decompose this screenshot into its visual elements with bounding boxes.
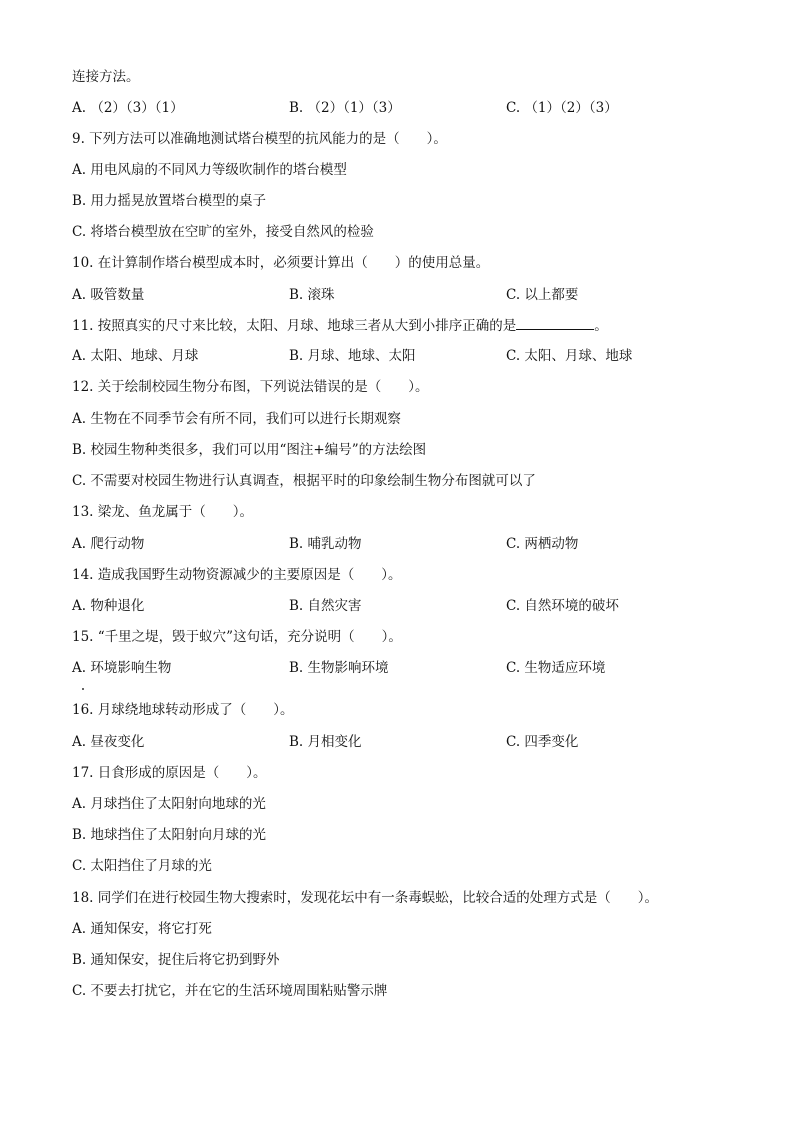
q9-option-c: C. 将塔台模型放在空旷的室外，接受自然风的检验: [72, 224, 374, 240]
q16-stem: 16. 月球绕地球转动形成了（ ）。: [72, 702, 294, 718]
q13-option-b: B. 哺乳动物: [289, 536, 362, 552]
q10-option-c: C. 以上都要: [506, 287, 579, 303]
q10-stem: 10. 在计算制作塔台模型成本时，必须要计算出（ ）的使用总量。: [72, 255, 490, 271]
stray-mark: [82, 688, 84, 690]
q12-option-b: B. 校园生物种类很多，我们可以用“图注+编号”的方法绘图: [72, 442, 427, 458]
q14-option-a: A. 物种退化: [72, 598, 145, 614]
previous-question-tail: 连接方法。: [72, 69, 140, 85]
q9-option-a: A. 用电风扇的不同风力等级吹制作的塔台模型: [72, 162, 347, 178]
q11-stem-end: 。: [594, 318, 608, 334]
q14-option-b: B. 自然灾害: [289, 598, 362, 614]
q9-stem: 9. 下列方法可以准确地测试塔台模型的抗风能力的是（ ）。: [72, 131, 447, 147]
q11-option-c: C. 太阳、月球、地球: [506, 348, 633, 364]
q14-option-c: C. 自然环境的破坏: [506, 598, 619, 614]
q12-stem: 12. 关于绘制校园生物分布图，下列说法错误的是（ ）。: [72, 379, 429, 395]
q16-option-c: C. 四季变化: [506, 734, 579, 750]
q15-option-c: C. 生物适应环境: [506, 660, 606, 676]
q11-option-b: B. 月球、地球、太阳: [289, 348, 416, 364]
q13-stem: 13. 梁龙、鱼龙属于（ ）。: [72, 504, 254, 520]
q9-option-b: B. 用力摇晃放置塔台模型的桌子: [72, 193, 267, 209]
q17-option-c: C. 太阳挡住了月球的光: [72, 858, 212, 874]
q11-stem: [72, 316, 608, 335]
q18-option-b: B. 通知保安，捉住后将它扔到野外: [72, 952, 280, 968]
q16-option-b: B. 月相变化: [289, 734, 362, 750]
q17-option-a: A. 月球挡住了太阳射向地球的光: [72, 796, 266, 812]
q18-option-a: A. 通知保安，将它打死: [72, 921, 212, 937]
q10-option-a: A. 吸管数量: [72, 287, 145, 303]
q14-stem: 14. 造成我国野生动物资源减少的主要原因是（ ）。: [72, 567, 402, 583]
q16-option-a: A. 昼夜变化: [72, 734, 145, 750]
q18-stem: 18. 同学们在进行校园生物大搜索时，发现花坛中有一条毒蜈蚣，比较合适的处理方式是（ ）。: [72, 890, 659, 906]
q12-option-a: A. 生物在不同季节会有所不同，我们可以进行长期观察: [72, 411, 401, 427]
q12-option-c: C. 不需要对校园生物进行认真调查，根据平时的印象绘制生物分布图就可以了: [72, 473, 536, 489]
q13-option-c: C. 两栖动物: [506, 536, 579, 552]
q18-option-c: C. 不要去打扰它，并在它的生活环境周围粘贴警示牌: [72, 983, 388, 999]
q8-option-b: B. （2）（1）（3）: [289, 100, 401, 116]
q17-option-b: B. 地球挡住了太阳射向月球的光: [72, 827, 267, 843]
q15-option-a: A. 环境影响生物: [72, 660, 172, 676]
q8-option-c: C. （1）（2）（3）: [506, 100, 618, 116]
q11-option-a: A. 太阳、地球、月球: [72, 348, 199, 364]
q10-option-b: B. 滚珠: [289, 287, 335, 303]
answer-blank: [516, 316, 594, 330]
q17-stem: 17. 日食形成的原因是（ ）。: [72, 765, 267, 781]
q11-stem-text: 11. 按照真实的尺寸来比较，太阳、月球、地球三者从大到小排序正确的是: [72, 318, 517, 334]
q15-stem: 15. “千里之堤，毁于蚁穴”这句话，充分说明（ ）。: [72, 629, 402, 645]
q8-option-a: A. （2）（3）（1）: [72, 100, 184, 116]
q13-option-a: A. 爬行动物: [72, 536, 145, 552]
q15-option-b: B. 生物影响环境: [289, 660, 389, 676]
